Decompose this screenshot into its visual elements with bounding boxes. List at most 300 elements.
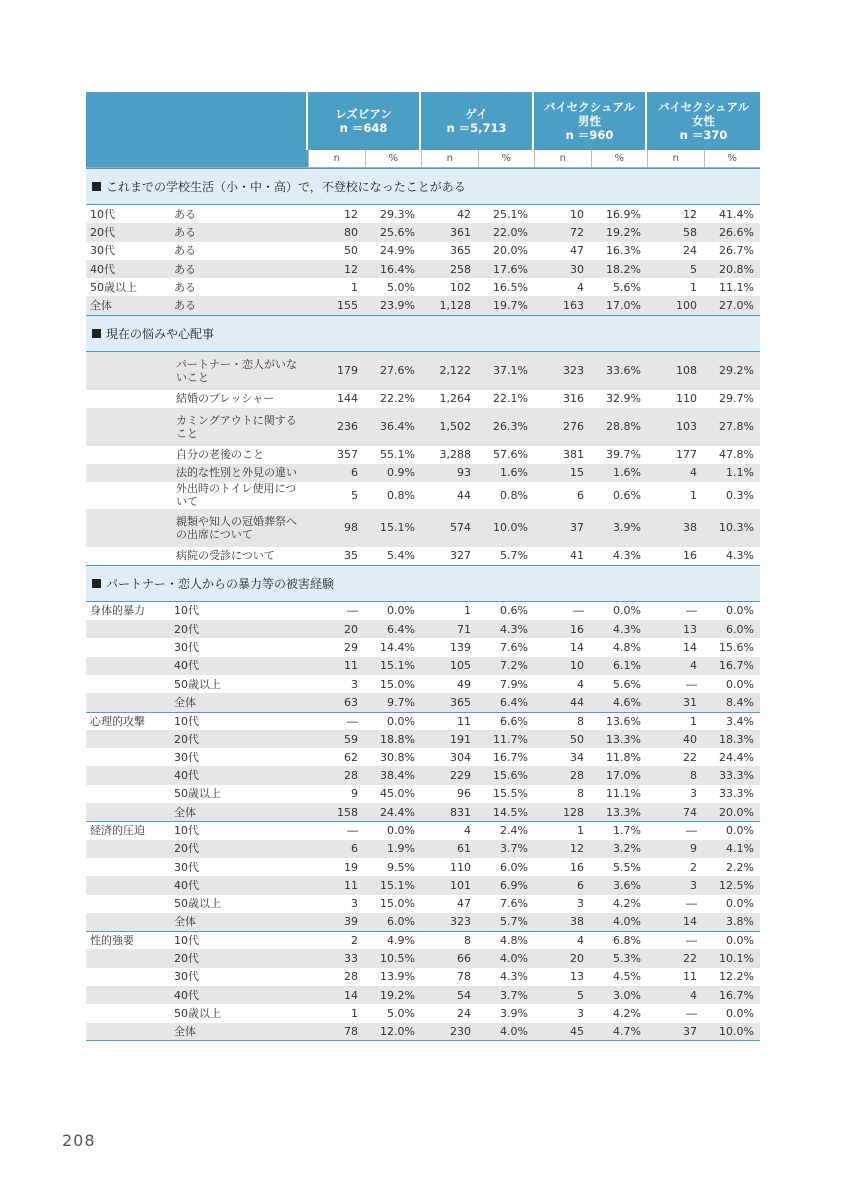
percent-cell: 9.7% xyxy=(387,695,415,709)
percent-cell: 6.8% xyxy=(613,934,641,948)
count-cell: 163 xyxy=(563,299,584,313)
percent-cell: 4.0% xyxy=(500,952,528,966)
percent-cell: 15.1% xyxy=(380,878,415,892)
count-cell: 323 xyxy=(450,915,471,929)
age-cell: 全体 xyxy=(174,1024,196,1038)
percent-cell: 26.6% xyxy=(719,225,754,239)
count-cell: 98 xyxy=(344,521,358,535)
count-cell: 72 xyxy=(570,225,584,239)
count-cell: 78 xyxy=(344,1024,358,1038)
percent-cell: 20.0% xyxy=(493,244,528,258)
count-cell: 12 xyxy=(344,207,358,221)
count-cell: 365 xyxy=(450,695,471,709)
percent-cell: 4.3% xyxy=(500,622,528,636)
percent-cell: 13.6% xyxy=(606,714,641,728)
count-cell: 28 xyxy=(570,769,584,783)
percent-cell: 19.2% xyxy=(606,225,641,239)
count-cell: 4 xyxy=(577,934,584,948)
worry-item-cell: 病院の受診について xyxy=(176,549,275,563)
age-cell: 20代 xyxy=(174,622,199,636)
count-cell: 14 xyxy=(344,988,358,1002)
percent-cell: 1.6% xyxy=(613,466,641,480)
group-n: n ＝5,713 xyxy=(446,121,507,135)
age-cell: 20代 xyxy=(90,225,115,239)
count-cell: 6 xyxy=(351,842,358,856)
percent-cell: 33.6% xyxy=(606,364,641,378)
percent-cell: 13.3% xyxy=(606,805,641,819)
percent-cell: 7.9% xyxy=(500,677,528,691)
count-cell: 4 xyxy=(577,280,584,294)
worry-item-cell: 法的な性別と外見の違い xyxy=(176,466,297,480)
square-bullet-icon xyxy=(92,329,101,338)
count-cell: 1,502 xyxy=(439,420,471,434)
worry-item-cell: パートナー・恋人がいないこと xyxy=(176,357,297,384)
header-group-gay xyxy=(421,92,534,150)
subheader-n: n xyxy=(308,150,365,167)
percent-cell: 5.5% xyxy=(613,860,641,874)
percent-cell: 16.9% xyxy=(606,207,641,221)
age-cell: 10代 xyxy=(174,824,199,838)
percent-cell: 4.5% xyxy=(613,970,641,984)
count-cell: 229 xyxy=(450,769,471,783)
table-row xyxy=(86,968,760,986)
count-cell: 15 xyxy=(570,466,584,480)
percent-cell: 4.8% xyxy=(613,641,641,655)
percent-cell: 12.2% xyxy=(719,970,754,984)
count-cell: 101 xyxy=(450,878,471,892)
table-row xyxy=(86,675,760,693)
percent-cell: 6.0% xyxy=(726,622,754,636)
count-cell: 110 xyxy=(676,392,697,406)
count-cell: 50 xyxy=(344,244,358,258)
data-table xyxy=(86,92,760,1041)
count-cell: 42 xyxy=(457,207,471,221)
answer-cell: ある xyxy=(174,280,196,294)
count-cell: 155 xyxy=(337,299,358,313)
count-cell: 16 xyxy=(570,622,584,636)
percent-cell: 17.0% xyxy=(606,769,641,783)
age-cell: 全体 xyxy=(90,299,112,313)
answer-cell: ある xyxy=(174,225,196,239)
percent-cell: 1.7% xyxy=(613,824,641,838)
subheader-n: n xyxy=(647,150,704,167)
percent-cell: 3.7% xyxy=(500,842,528,856)
group-label: ゲイ xyxy=(465,107,488,121)
percent-cell: 15.1% xyxy=(380,521,415,535)
count-cell: ― xyxy=(573,604,584,618)
count-cell: 365 xyxy=(450,244,471,258)
percent-cell: 4.1% xyxy=(726,842,754,856)
percent-cell: 26.7% xyxy=(719,244,754,258)
percent-cell: 6.1% xyxy=(613,659,641,673)
age-cell: 全体 xyxy=(174,805,196,819)
percent-cell: 33.3% xyxy=(719,769,754,783)
percent-cell: 7.6% xyxy=(500,641,528,655)
percent-cell: 0.3% xyxy=(726,488,754,502)
percent-cell: 0.6% xyxy=(500,604,528,618)
count-cell: 8 xyxy=(577,714,584,728)
table-row xyxy=(86,638,760,656)
age-cell: 20代 xyxy=(174,952,199,966)
table-row xyxy=(86,242,760,260)
count-cell: 1 xyxy=(351,280,358,294)
section-heading xyxy=(86,565,760,602)
count-cell: 14 xyxy=(570,641,584,655)
count-cell: ― xyxy=(686,897,697,911)
percent-cell: 0.0% xyxy=(726,897,754,911)
count-cell: 3 xyxy=(351,897,358,911)
count-cell: 14 xyxy=(683,641,697,655)
table-row xyxy=(86,223,760,241)
percent-cell: 14.5% xyxy=(493,805,528,819)
count-cell: 8 xyxy=(577,787,584,801)
table-row xyxy=(86,657,760,675)
count-cell: 16 xyxy=(683,549,697,563)
age-cell: 30代 xyxy=(174,970,199,984)
count-cell: 327 xyxy=(450,549,471,563)
count-cell: 11 xyxy=(457,714,471,728)
count-cell: 20 xyxy=(344,622,358,636)
percent-cell: 14.4% xyxy=(380,641,415,655)
subheader-row xyxy=(86,150,760,168)
percent-cell: 3.8% xyxy=(726,915,754,929)
subheader-pct: % xyxy=(365,150,422,167)
percent-cell: 0.9% xyxy=(387,466,415,480)
table-row xyxy=(86,931,760,949)
count-cell: 35 xyxy=(344,549,358,563)
percent-cell: 19.2% xyxy=(380,988,415,1002)
count-cell: 31 xyxy=(683,695,697,709)
count-cell: 3 xyxy=(577,897,584,911)
subheader-pct: % xyxy=(478,150,535,167)
count-cell: ― xyxy=(347,824,358,838)
percent-cell: 16.5% xyxy=(493,280,528,294)
count-cell: ― xyxy=(686,677,697,691)
percent-cell: 37.1% xyxy=(493,364,528,378)
count-cell: 96 xyxy=(457,787,471,801)
answer-cell: ある xyxy=(174,207,196,221)
count-cell: 37 xyxy=(570,521,584,535)
percent-cell: 11.7% xyxy=(493,732,528,746)
count-cell: 33 xyxy=(344,952,358,966)
count-cell: 47 xyxy=(570,244,584,258)
age-cell: 全体 xyxy=(174,915,196,929)
percent-cell: 3.0% xyxy=(613,988,641,1002)
age-cell: 30代 xyxy=(90,244,115,258)
percent-cell: 22.1% xyxy=(493,392,528,406)
percent-cell: 28.8% xyxy=(606,420,641,434)
category-cell: 心理的攻撃 xyxy=(90,714,145,728)
percent-cell: 47.8% xyxy=(719,448,754,462)
percent-cell: 15.6% xyxy=(719,641,754,655)
percent-cell: 6.0% xyxy=(387,915,415,929)
percent-cell: 11.1% xyxy=(719,280,754,294)
header-blank xyxy=(86,92,308,150)
percent-cell: 5.4% xyxy=(387,549,415,563)
table-row xyxy=(86,766,760,784)
count-cell: 71 xyxy=(457,622,471,636)
percent-cell: 4.8% xyxy=(500,934,528,948)
percent-cell: 25.1% xyxy=(493,207,528,221)
percent-cell: 0.0% xyxy=(726,677,754,691)
count-cell: 59 xyxy=(344,732,358,746)
count-cell: 24 xyxy=(457,1006,471,1020)
percent-cell: 1.9% xyxy=(387,842,415,856)
percent-cell: 27.6% xyxy=(380,364,415,378)
percent-cell: 10.3% xyxy=(719,521,754,535)
percent-cell: 3.2% xyxy=(613,842,641,856)
count-cell: 304 xyxy=(450,750,471,764)
percent-cell: 3.7% xyxy=(500,988,528,1002)
percent-cell: 2.2% xyxy=(726,860,754,874)
count-cell: 236 xyxy=(337,420,358,434)
count-cell: 40 xyxy=(683,732,697,746)
percent-cell: 16.7% xyxy=(719,988,754,1002)
worry-item-cell: 外出時のトイレ使用について xyxy=(176,482,297,509)
count-cell: 381 xyxy=(563,448,584,462)
age-cell: 50歳以上 xyxy=(174,677,221,691)
age-cell: 50歳以上 xyxy=(174,1006,221,1020)
count-cell: 1 xyxy=(690,280,697,294)
table-header xyxy=(86,92,760,150)
group-label: バイセクシュアル xyxy=(544,100,635,114)
square-bullet-icon xyxy=(92,182,101,191)
percent-cell: 10.0% xyxy=(719,1024,754,1038)
percent-cell: 16.7% xyxy=(719,659,754,673)
percent-cell: 55.1% xyxy=(380,448,415,462)
count-cell: ― xyxy=(347,714,358,728)
percent-cell: 12.5% xyxy=(719,878,754,892)
percent-cell: 17.0% xyxy=(606,299,641,313)
table-row xyxy=(86,895,760,913)
percent-cell: 41.4% xyxy=(719,207,754,221)
percent-cell: 0.0% xyxy=(387,824,415,838)
count-cell: 357 xyxy=(337,448,358,462)
count-cell: 20 xyxy=(570,952,584,966)
count-cell: 100 xyxy=(676,299,697,313)
percent-cell: 57.6% xyxy=(493,448,528,462)
table-row xyxy=(86,278,760,296)
count-cell: 74 xyxy=(683,805,697,819)
age-cell: 40代 xyxy=(174,659,199,673)
percent-cell: 4.3% xyxy=(613,549,641,563)
worry-item-cell: 親類や知人の冠婚葬祭への出席について xyxy=(176,514,297,541)
table-row xyxy=(86,785,760,803)
age-cell: 50歳以上 xyxy=(90,280,137,294)
page-number: 208 xyxy=(62,1131,96,1150)
count-cell: 179 xyxy=(337,364,358,378)
count-cell: 30 xyxy=(570,262,584,276)
section-title: これまでの学校生活（小・中・高）で，不登校になったことがある xyxy=(106,180,466,194)
percent-cell: 10.1% xyxy=(719,952,754,966)
percent-cell: 27.8% xyxy=(719,420,754,434)
age-cell: 10代 xyxy=(174,934,199,948)
percent-cell: 4.2% xyxy=(613,1006,641,1020)
percent-cell: 1.6% xyxy=(500,466,528,480)
table-row xyxy=(86,408,760,446)
count-cell: 63 xyxy=(344,695,358,709)
count-cell: 4 xyxy=(690,466,697,480)
count-cell: 24 xyxy=(683,244,697,258)
count-cell: 39 xyxy=(344,915,358,929)
count-cell: 66 xyxy=(457,952,471,966)
count-cell: 12 xyxy=(683,207,697,221)
percent-cell: 11.1% xyxy=(606,787,641,801)
worry-item-cell: カミングアウトに関すること xyxy=(176,413,297,440)
percent-cell: 6.4% xyxy=(387,622,415,636)
percent-cell: 5.6% xyxy=(613,677,641,691)
percent-cell: 27.0% xyxy=(719,299,754,313)
count-cell: 1 xyxy=(690,714,697,728)
table-row xyxy=(86,803,760,821)
percent-cell: 0.0% xyxy=(726,1006,754,1020)
count-cell: 11 xyxy=(683,970,697,984)
percent-cell: 20.8% xyxy=(719,262,754,276)
percent-cell: 4.3% xyxy=(613,622,641,636)
table-row xyxy=(86,730,760,748)
percent-cell: 36.4% xyxy=(380,420,415,434)
section-title: 現在の悩みや心配事 xyxy=(106,326,215,341)
count-cell: 108 xyxy=(676,364,697,378)
percent-cell: 6.6% xyxy=(500,714,528,728)
age-cell: 10代 xyxy=(174,714,199,728)
age-cell: 30代 xyxy=(174,641,199,655)
age-cell: 20代 xyxy=(174,732,199,746)
count-cell: ― xyxy=(686,934,697,948)
count-cell: 831 xyxy=(450,805,471,819)
count-cell: 6 xyxy=(577,488,584,502)
worry-item-cell: 結婚のプレッシャー xyxy=(176,392,275,406)
percent-cell: 24.4% xyxy=(719,750,754,764)
percent-cell: 13.9% xyxy=(380,970,415,984)
count-cell: 93 xyxy=(457,466,471,480)
count-cell: 8 xyxy=(690,769,697,783)
percent-cell: 3.6% xyxy=(613,878,641,892)
count-cell: 3,288 xyxy=(439,448,471,462)
count-cell: 361 xyxy=(450,225,471,239)
answer-cell: ある xyxy=(174,262,196,276)
age-cell: 10代 xyxy=(90,207,115,221)
count-cell: 1 xyxy=(690,488,697,502)
percent-cell: 15.0% xyxy=(380,677,415,691)
count-cell: 3 xyxy=(690,878,697,892)
count-cell: 3 xyxy=(577,1006,584,1020)
age-cell: 40代 xyxy=(90,262,115,276)
percent-cell: 5.7% xyxy=(500,915,528,929)
count-cell: 37 xyxy=(683,1024,697,1038)
subheader-pct: % xyxy=(704,150,761,167)
percent-cell: 10.0% xyxy=(493,521,528,535)
table-body xyxy=(86,168,760,1041)
percent-cell: 38.4% xyxy=(380,769,415,783)
count-cell: 144 xyxy=(337,392,358,406)
percent-cell: 17.6% xyxy=(493,262,528,276)
percent-cell: 22.2% xyxy=(380,392,415,406)
count-cell: 16 xyxy=(570,860,584,874)
count-cell: 10 xyxy=(570,207,584,221)
percent-cell: 0.0% xyxy=(726,934,754,948)
percent-cell: 5.3% xyxy=(613,952,641,966)
percent-cell: 15.6% xyxy=(493,769,528,783)
count-cell: 45 xyxy=(570,1024,584,1038)
percent-cell: 4.9% xyxy=(387,934,415,948)
table-row xyxy=(86,821,760,839)
header-group-lesbian xyxy=(308,92,421,150)
answer-cell: ある xyxy=(174,244,196,258)
age-cell: 50歳以上 xyxy=(174,787,221,801)
count-cell: 41 xyxy=(570,549,584,563)
count-cell: 50 xyxy=(570,732,584,746)
count-cell: 158 xyxy=(337,805,358,819)
percent-cell: 24.4% xyxy=(380,805,415,819)
count-cell: 62 xyxy=(344,750,358,764)
percent-cell: 8.4% xyxy=(726,695,754,709)
count-cell: 13 xyxy=(570,970,584,984)
table-row xyxy=(86,620,760,638)
count-cell: 49 xyxy=(457,677,471,691)
count-cell: 323 xyxy=(563,364,584,378)
count-cell: 6 xyxy=(351,466,358,480)
count-cell: 103 xyxy=(676,420,697,434)
table-row xyxy=(86,205,760,223)
percent-cell: 4.0% xyxy=(613,915,641,929)
percent-cell: 11.8% xyxy=(606,750,641,764)
percent-cell: 16.7% xyxy=(493,750,528,764)
table-row xyxy=(86,547,760,565)
group-n: n ＝370 xyxy=(679,128,728,142)
percent-cell: 4.3% xyxy=(726,549,754,563)
percent-cell: 25.6% xyxy=(380,225,415,239)
table-row xyxy=(86,296,760,314)
percent-cell: 5.0% xyxy=(387,280,415,294)
answer-cell: ある xyxy=(174,299,196,313)
count-cell: 4 xyxy=(464,824,471,838)
table-row xyxy=(86,260,760,278)
percent-cell: 18.8% xyxy=(380,732,415,746)
percent-cell: 0.0% xyxy=(387,714,415,728)
percent-cell: 22.0% xyxy=(493,225,528,239)
subheader-n: n xyxy=(534,150,591,167)
percent-cell: 29.7% xyxy=(719,392,754,406)
age-cell: 10代 xyxy=(174,604,199,618)
percent-cell: 4.3% xyxy=(500,970,528,984)
count-cell: 38 xyxy=(570,915,584,929)
percent-cell: 4.2% xyxy=(613,897,641,911)
group-label: バイセクシュアル xyxy=(658,100,749,114)
percent-cell: 23.9% xyxy=(380,299,415,313)
group-n: n ＝960 xyxy=(565,128,614,142)
age-cell: 30代 xyxy=(174,750,199,764)
count-cell: 276 xyxy=(563,420,584,434)
group-sub: 男性 xyxy=(578,114,601,128)
age-cell: 全体 xyxy=(174,695,196,709)
count-cell: 128 xyxy=(563,805,584,819)
count-cell: 177 xyxy=(676,448,697,462)
percent-cell: 0.0% xyxy=(387,604,415,618)
percent-cell: 6.0% xyxy=(500,860,528,874)
count-cell: 78 xyxy=(457,970,471,984)
count-cell: 105 xyxy=(450,659,471,673)
percent-cell: 20.0% xyxy=(719,805,754,819)
percent-cell: 16.3% xyxy=(606,244,641,258)
count-cell: 2,122 xyxy=(439,364,471,378)
percent-cell: 24.9% xyxy=(380,244,415,258)
percent-cell: 0.6% xyxy=(613,488,641,502)
percent-cell: 18.2% xyxy=(606,262,641,276)
table-row xyxy=(86,748,760,766)
percent-cell: 29.3% xyxy=(380,207,415,221)
percent-cell: 9.5% xyxy=(387,860,415,874)
